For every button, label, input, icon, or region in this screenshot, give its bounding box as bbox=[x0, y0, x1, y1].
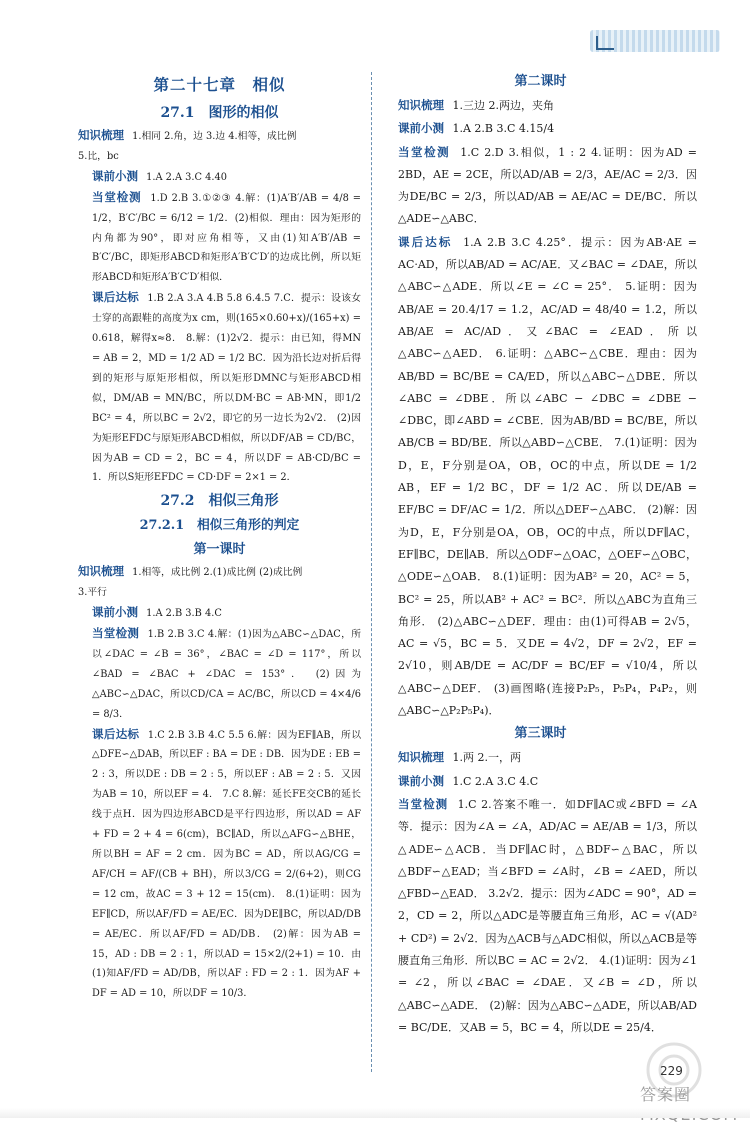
left-column bbox=[78, 70, 361, 1004]
answer-paragraph: 3.平行 bbox=[78, 587, 107, 599]
section-label: 知识梳理 bbox=[78, 564, 124, 579]
section-27-2-1-title: 27.2.1 相似三角形的判定 bbox=[139, 518, 300, 534]
lesson-3-title: 第三课时 bbox=[514, 726, 567, 742]
right-column bbox=[384, 70, 697, 1039]
answer-paragraph: 知识梳理 1.两 2.一，两 bbox=[398, 750, 521, 765]
section-label: 课后达标 bbox=[92, 290, 139, 305]
section-label: 知识梳理 bbox=[398, 98, 444, 112]
lesson-2-title: 第二课时 bbox=[514, 74, 567, 89]
section-label: 当堂检测 bbox=[92, 626, 140, 641]
answer-paragraph: 当堂检测 1.B 2.B 3.C 4.解：(1)因为△ABC∽△DAC，所以∠DAC = ∠B = 36°，∠BAC = ∠D = 117°，所以∠BAD = ∠BAC + ∠DAC = 153°． (2)因为△ABC∽△DAC，所以CD/CA = AC/BC，所以CD = 4×4/6 = 8/3． bbox=[92, 626, 361, 720]
page-number: 229 bbox=[660, 1064, 683, 1078]
answer-paragraph: 知识梳理 1.相等，成比例 2.(1)成比例 (2)成比例 bbox=[78, 564, 303, 579]
column-divider bbox=[371, 72, 372, 1072]
answer-paragraph: 课后达标 1.A 2.B 3.C 4.25°．提示：因为AB·AE = AC·AD，所以AB/AD = AC/AE．又∠BAC = ∠DAE，所以△ABC∽△ADE．所以∠E = ∠C = 25°． 5.证明：因为AB/AE = 20.4/17 = 1.2，AC/AD = 48/40 = 1.2，所以AB/AE = AC/AD．又∠BAC = ∠EAD．所以△ABC∽△AED． 6.证明：△ABC∽△CBE．理由：因为AB/BD = BC/BE = CA/ED，所以△ABC∽△DBE．所以∠ABC = ∠DBE．所以∠ABC − ∠DBC = ∠DBE − ∠DBC，即∠ABD = ∠CBE．因为AB/BD = BC/BE，所以AB/CB = BD/BE．所以△ABD∽△CBE． 7.(1)证明：因为D，E，F分别是OA，OB，OC的中点，所以DE = 1/2 AB，EF = 1/2 BC，DF = 1/2 AC．所以DE/AB = EF/BC = DF/AC = 1/2．所以△DEF∽△ABC． (2)解：因为D，E，F分别是OA，OB，OC的中点，所以DF∥AC，EF∥BC，DE∥AB．所以△ODF∽△OAC，△OEF∽△OBC，△ODE∽△OAB． 8.(1)证明：因为AB² = 20，AC² = 5，BC² = 25，所以AB² + AC² = BC²．所以△ABC为直角三角形． (2)△ABC∽△DEF．理由：由(1)可得AB = 2√5，AC = √5，BC = 5．又DE = 4√2，DF = 2√2，EF = 2√10，则AB/DE = AC/DF = BC/EF = √10/4，所以△ABC∽△DEF． (3)画图略(连接P₂P₅，P₅P₄，P₄P₂，则△ABC∽△P₂P₅P₄)． bbox=[398, 234, 697, 718]
answer-paragraph: 课前小测 1.A 2.A 3.C 4.40 bbox=[92, 168, 227, 183]
section-label: 课后达标 bbox=[398, 234, 453, 249]
section-27-1-title: 27.1 图形的相似 bbox=[160, 105, 279, 121]
section-label: 知识梳理 bbox=[78, 128, 124, 142]
answer-paragraph: 课前小测 1.C 2.A 3.C 4.C bbox=[398, 773, 539, 788]
section-label: 课前小测 bbox=[92, 605, 138, 620]
answer-paragraph: 当堂检测 1.C 2.答案不唯一．如DF∥AC或∠BFD = ∠A等．提示：因为∠A = ∠A，AD/AC = AE/AB = 1/3，所以△ADE∽△ACB．当DF∥AC时，△BDF∽△BAC，所以△BDF∽△EAD；当∠BFD = ∠A时，∠B = ∠AED，所以△FBD∽△EAD． 3.2√2．提示：因为∠ADC = 90°，AD = 2，CD = 2，所以△ADC是等腰直角三角形，AC = √(AD² + CD²) = 2√2．因为△ACB与△ADC相似，所以△ACB是等腰直角三角形．所以BC = AC = 2√2． 4.(1)证明：因为∠1 = ∠2，所以∠BAC = ∠DAE．又∠B = ∠D，所以△ABC∽△ADE． (2)解：因为△ABC∽△ADE，所以AB/AD = BC/DE．又AB = 5，BC = 4，所以DE = 25/4． bbox=[398, 796, 698, 1034]
answer-paragraph: 5.比，bc bbox=[78, 150, 119, 162]
section-label: 当堂检测 bbox=[92, 189, 142, 204]
section-label: 当堂检测 bbox=[398, 144, 451, 159]
section-27-2-title: 27.2 相似三角形 bbox=[160, 493, 279, 510]
answer-paragraph: 课后达标 1.B 2.A 3.A 4.B 5.8 6.4.5 7.C．提示：设该女士穿的高跟鞋的高度为x cm，则(165×0.60+x)/(165+x) = 0.618，解得x≈8． 8.解：(1)2√2．提示：由已知，得MN = AB = 2，MD = 1/2 AD = 1/2 BC．因为沿长边对折后得到的矩形与原矩形相似，所以矩形DMNC与矩形ABCD相似，DM/AB = MN/BC，所以DM·BC = AB·MN，即1/2 BC² = 4，所以BC = 2√2，即它的另一边长为2√2． (2)因为矩形EFDC与原矩形ABCD相似，所以DF/AB = CD/BC，因为AB = CD = 2，BC = 4，所以DF = AB·CD/BC = 1．所以S矩形EFDC = CD·DF = 2×1 = 2． bbox=[92, 290, 362, 484]
section-label: 课后达标 bbox=[92, 726, 140, 741]
page-bottom-edge bbox=[0, 1108, 750, 1118]
watermark-text: 答案圈 bbox=[640, 1085, 692, 1104]
answer-paragraph: 课前小测 1.A 2.B 3.B 4.C bbox=[92, 605, 222, 620]
answer-paragraph: 课前小测 1.A 2.B 3.C 4.15/4 bbox=[398, 121, 555, 136]
answer-paragraph: 知识梳理 1.三边 2.两边，夹角 bbox=[398, 98, 554, 112]
section-label: 知识梳理 bbox=[398, 750, 444, 765]
answer-paragraph: 课后达标 1.C 2.B 3.B 4.C 5.5 6.解：因为EF∥AB，所以△DFE∽△DAB，所以EF : BA = DE : DB．因为DE : EB = 2 : 3，所以DE : DB = 2 : 5，所以EF : AB = 2 : 5．又因为AB = 10，所以EF = 4． 7.C 8.解：延长FE交CB的延长线于点H．因为四边形ABCD是平行四边形，所以AD = AF + FD = 2 + 4 = 6(cm)，BC∥AD，所以△AFG∽△BHE，所以BH = AF = 2 cm．因为BC = AD，所以AG/CG = AF/CH = AF/(CB + BH)，所以3/CG = 2/(6+2)，则CG = 12 cm，故AC = 3 + 12 = 15(cm)． 8.(1)证明：因为EF∥CD，所以AF/FD = AE/EC．因为DE∥BC，所以AD/DB = AE/EC．所以AF/FD = AD/DB． (2)解：因为AB = 15，AD : DB = 2 : 1，所以AD = 15×2/(2+1) = 10．由(1)知AF/FD = AD/DB，所以AF : FD = 2 : 1．因为AF + DF = AD = 10，所以DF = 10/3． bbox=[92, 726, 361, 1000]
section-label: 当堂检测 bbox=[398, 796, 449, 811]
answer-paragraph: 当堂检测 1.C 2.D 3.相似，1 : 2 4.证明：因为AD = 2BD，AE = 2CE，所以AD/AB = 2/3，AE/AC = 2/3．因为DE/BC = 2/3，所以AD/AB = AE/AC = DE/BC．所以△ADE∽△ABC． bbox=[398, 144, 698, 226]
header-corner-mark-base bbox=[596, 48, 614, 50]
lesson-1-title: 第一课时 bbox=[193, 542, 246, 558]
section-label: 课前小测 bbox=[398, 773, 444, 788]
answer-paragraph: 当堂检测 1.D 2.B 3.①②③ 4.解：(1)A′B′/AB = 4/8 = 1/2，B′C′/BC = 6/12 = 1/2．(2)相似．理由：因为矩形的内角都为90°，即对应角相等，又由(1)知A′B′/AB = B′C′/BC，即矩形ABCD和矩形A′B′C′D′的边成比例，所以矩形ABCD和矩形A′B′C′D′相似． bbox=[92, 189, 362, 284]
section-label: 课前小测 bbox=[92, 168, 138, 183]
section-label: 课前小测 bbox=[398, 121, 444, 136]
chapter-title: 第二十七章 相似 bbox=[153, 75, 286, 94]
answer-paragraph: 知识梳理 1.相同 2.角，边 3.边 4.相等，成比例 bbox=[78, 128, 297, 142]
